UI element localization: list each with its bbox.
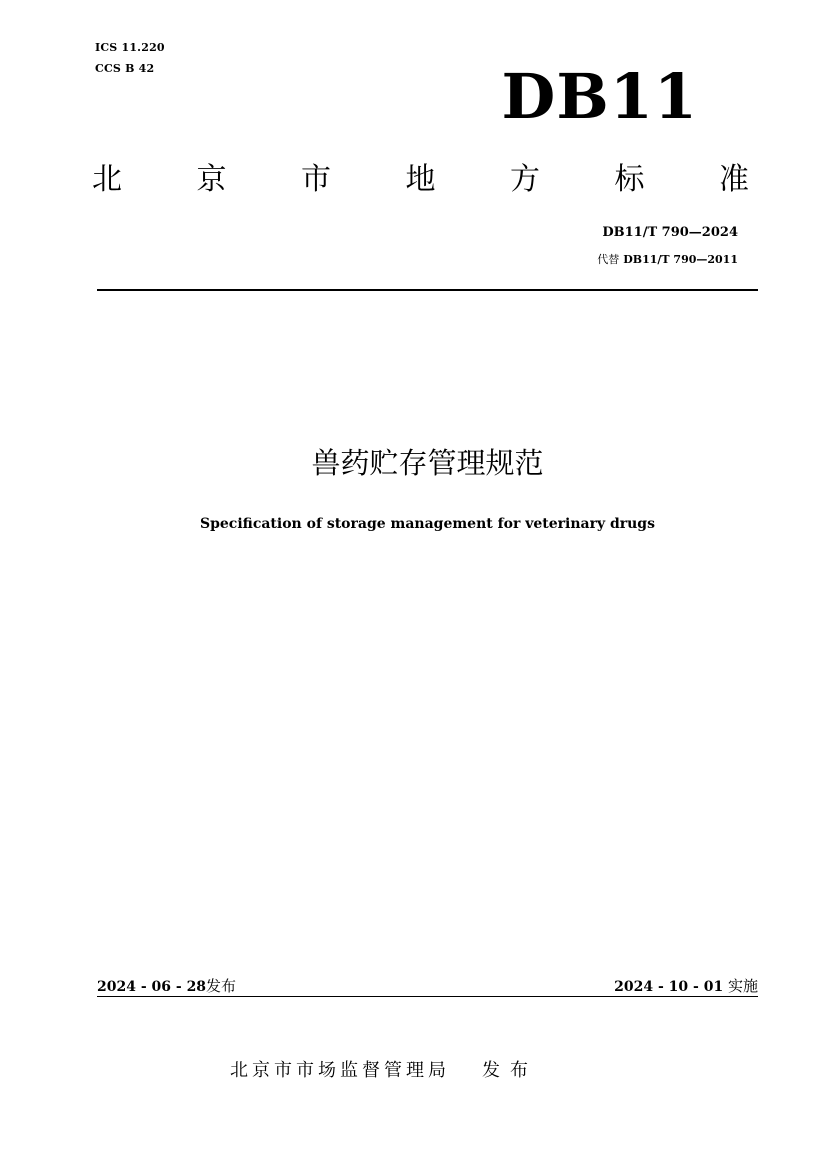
issuer-line — [230, 1056, 538, 1082]
standard-type-char: 北 — [92, 162, 122, 197]
footer-divider — [97, 996, 758, 997]
document-title-en: Specification of storage management for veterinary drugs — [200, 516, 655, 532]
effective-date-line — [614, 975, 758, 996]
ics-code: ICS 11.220 — [95, 41, 165, 54]
effective-date: 2024 - 10 - 01 — [614, 979, 724, 995]
standard-type-char: 地 — [405, 162, 436, 197]
publish-date: 2024 - 06 - 28 — [97, 979, 207, 995]
db11-logo: DB11 — [501, 60, 698, 133]
replaces-line — [597, 251, 738, 267]
standard-type-char: 京 — [196, 162, 227, 197]
document-title-cn: 兽药贮存管理规范 — [311, 446, 544, 480]
ccs-code: CCS B 42 — [95, 62, 155, 75]
standard-type-char: 方 — [510, 162, 540, 197]
effective-label: 实施 — [727, 977, 758, 995]
standard-type-heading — [92, 160, 749, 200]
standard-type-char: 市 — [301, 162, 331, 197]
standard-code: DB11/T 790—2024 — [602, 225, 738, 240]
replaces-label: 代替 — [597, 253, 620, 266]
publish-label: 发布 — [206, 977, 237, 995]
issuer-name: 北京市市场监督管理局 — [230, 1060, 450, 1081]
standard-type-char: 准 — [719, 162, 749, 197]
header-divider — [97, 289, 758, 291]
standard-type-char: 标 — [614, 162, 645, 197]
replaces-code: DB11/T 790—2011 — [623, 253, 738, 266]
issuer-action: 发布 — [482, 1060, 538, 1081]
publish-date-line — [97, 975, 236, 996]
